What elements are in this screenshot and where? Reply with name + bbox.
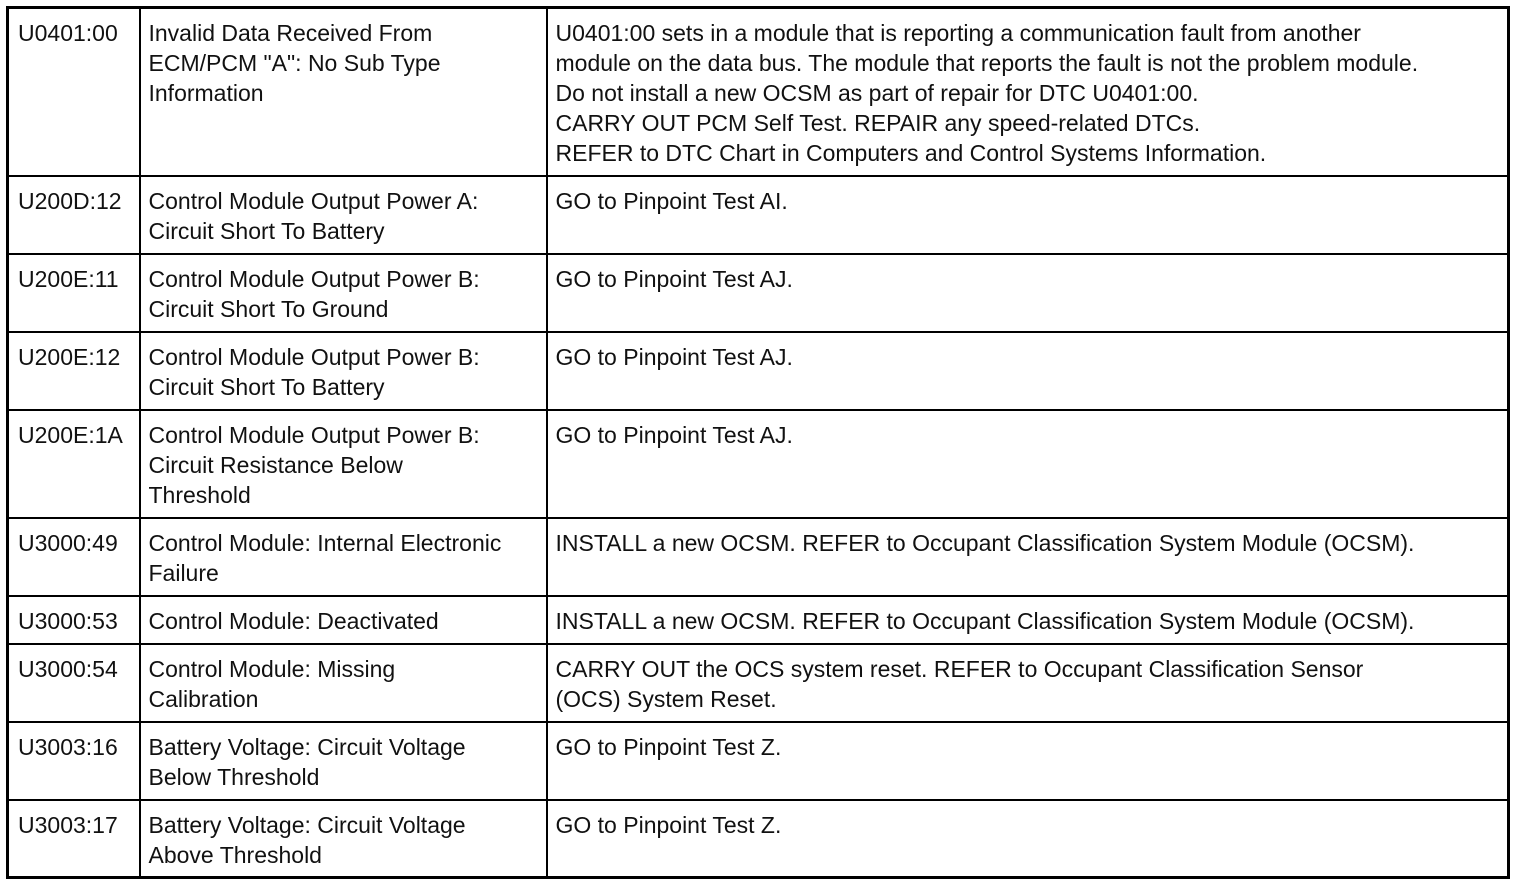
table-row [8,8,1509,176]
dtc-code-cell: U200D:12 [8,176,140,254]
dtc-description-cell: Control Module: Missing Calibration [140,644,547,722]
dtc-table [6,6,1510,879]
dtc-code-cell: U200E:11 [8,254,140,332]
dtc-code-cell: U200E:1A [8,410,140,518]
table-row [8,518,1509,596]
table-row [8,722,1509,800]
dtc-code-cell: U3000:54 [8,644,140,722]
dtc-code-cell: U3000:49 [8,518,140,596]
dtc-action-cell: CARRY OUT the OCS system reset. REFER to Occupant Classification Sensor (OCS) System Reset. [547,644,1509,722]
dtc-code-cell: U200E:12 [8,332,140,410]
table-row [8,800,1509,878]
dtc-description-cell: Control Module Output Power B: Circuit Short To Ground [140,254,547,332]
dtc-description-cell: Control Module Output Power B: Circuit Short To Battery [140,332,547,410]
dtc-description-cell: Control Module: Deactivated [140,596,547,644]
dtc-description-cell: Invalid Data Received From ECM/PCM "A": No Sub Type Information [140,8,547,176]
dtc-action-cell: U0401:00 sets in a module that is reporting a communication fault from another module on the data bus. The module that reports the fault is not the problem module. Do not install a new OCSM as part of repair for DTC U0401:00. CARRY OUT PCM Self Test. REPAIR any speed-related DTCs. REFER to DTC Chart in Computers and Control Systems Information. [547,8,1509,176]
table-row [8,410,1509,518]
dtc-description-cell: Control Module: Internal Electronic Failure [140,518,547,596]
dtc-description-cell: Battery Voltage: Circuit Voltage Above Threshold [140,800,547,878]
dtc-action-cell: INSTALL a new OCSM. REFER to Occupant Classification System Module (OCSM). [547,518,1509,596]
dtc-code-cell: U3003:17 [8,800,140,878]
table-row [8,596,1509,644]
table-row [8,176,1509,254]
dtc-code-cell: U0401:00 [8,8,140,176]
dtc-action-cell: GO to Pinpoint Test AJ. [547,410,1509,518]
dtc-action-cell: GO to Pinpoint Test AJ. [547,254,1509,332]
dtc-action-cell: GO to Pinpoint Test Z. [547,800,1509,878]
dtc-action-cell: GO to Pinpoint Test AI. [547,176,1509,254]
dtc-description-cell: Control Module Output Power A: Circuit Short To Battery [140,176,547,254]
table-row [8,332,1509,410]
dtc-description-cell: Battery Voltage: Circuit Voltage Below Threshold [140,722,547,800]
dtc-action-cell: GO to Pinpoint Test Z. [547,722,1509,800]
dtc-action-cell: GO to Pinpoint Test AJ. [547,332,1509,410]
dtc-code-cell: U3000:53 [8,596,140,644]
table-row [8,644,1509,722]
dtc-description-cell: Control Module Output Power B: Circuit Resistance Below Threshold [140,410,547,518]
table-row [8,254,1509,332]
dtc-code-cell: U3003:16 [8,722,140,800]
dtc-action-cell: INSTALL a new OCSM. REFER to Occupant Classification System Module (OCSM). [547,596,1509,644]
